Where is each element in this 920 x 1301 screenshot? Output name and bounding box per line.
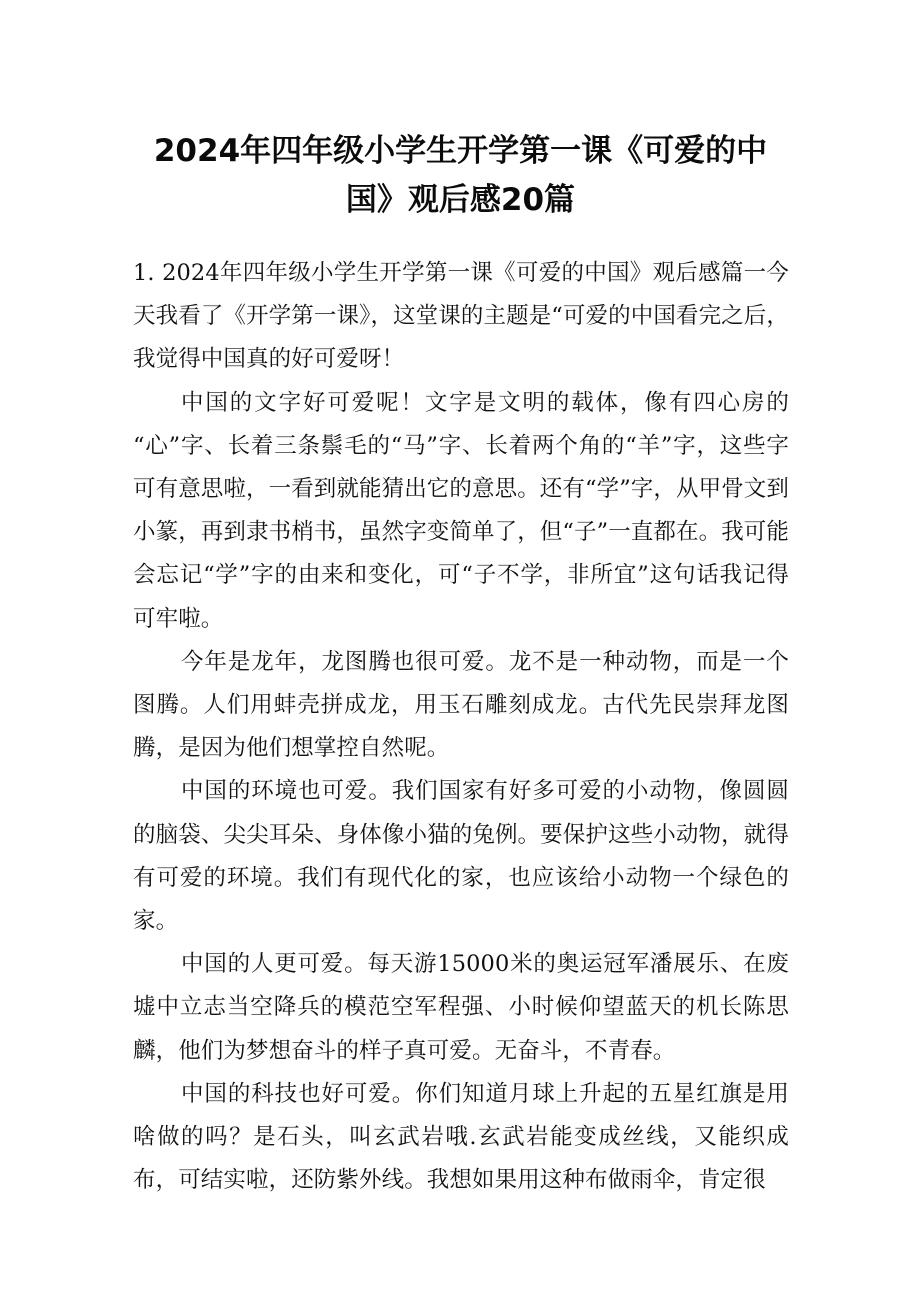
paragraph-4: 中国的环境也可爱。我们国家有好多可爱的小动物，像圆圆的脑袋、尖尖耳朵、身体像小猫的兔例。要保护这些小动物，就得有可爱的环境。我们有现代化的家，也应该给小动物一个绿色的家。: [133, 778, 789, 935]
page-title-line-1: 2024年四年级小学生开学第一课《可爱的中: [153, 132, 768, 169]
paragraph-2: 中国的文字好可爱呢！文字是文明的载体，像有四心房的“心”字、长着三条鬃毛的“马”字、长着两个角的“羊”字，这些字可有意思啦，一看到就能猜出它的意思。还有“学”字，从甲骨文到小篆，再到隶书梢书，虽然字变简单了，但“子”一直都在。我可能会忘记“学”字的由来和变化，可“子不学，非所宜”这句话我记得可牢啦。: [133, 389, 789, 632]
document-body: [133, 252, 789, 1197]
paragraph-5: 中国的人更可爱。每天游15000米的奥运冠军潘展乐、在废墟中立志当空降兵的模范空军程强、小时候仰望蓝天的机长陈思麟，他们为梦想奋斗的样子真可爱。无奋斗，不青春。: [133, 951, 789, 1064]
paragraph-1: 1. 2024年四年级小学生开学第一课《可爱的中国》观后感篇一今天我看了《开学第一课》，这堂课的主题是“可爱的中国看完之后，我觉得中国真的好可爱呀！: [133, 260, 789, 373]
page-title-line-2: 国》观后感20篇: [345, 181, 576, 218]
paragraph-6: 中国的科技也好可爱。你们知道月球上升起的五星红旗是用啥做的吗？是石头，叫玄武岩哦.玄武岩能变成丝线，又能织成布，可结实啦，还防紫外线。我想如果用这种布做雨伞，肯定很: [133, 1080, 789, 1194]
paragraph-3: 今年是龙年，龙图腾也很可爱。龙不是一种动物，而是一个图腾。人们用蚌壳拼成龙，用玉石雕刻成龙。古代先民崇拜龙图腾，是因为他们想掌控自然呢。: [133, 648, 789, 762]
page-title: [133, 127, 788, 225]
